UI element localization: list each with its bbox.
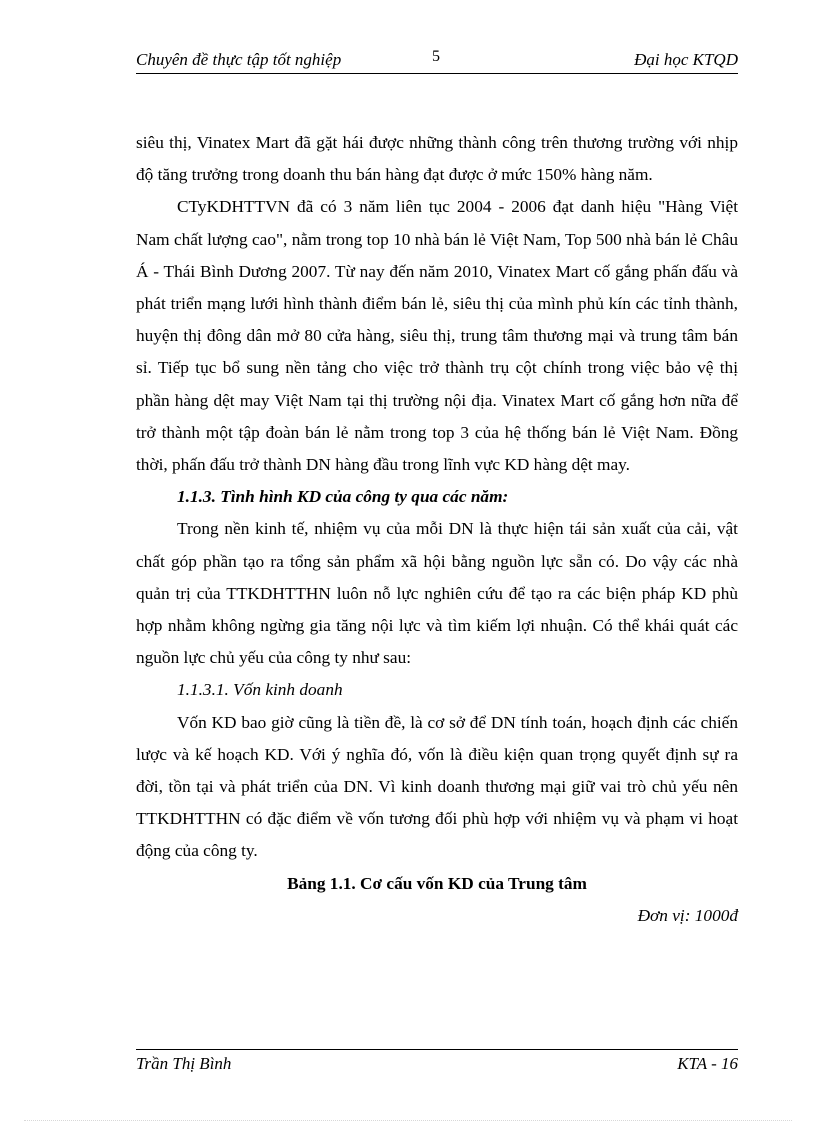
section-heading-1-1-3-1: 1.1.3.1. Vốn kinh doanh [177, 680, 343, 700]
unit-note: Đơn vị: 1000đ [637, 905, 738, 925]
section-heading-1-1-3: 1.1.3. Tình hình KD của công ty qua các năm: [177, 487, 509, 507]
paragraph-capital: Vốn KD bao giờ cũng là tiền đề, là cơ sở để DN tính toán, hoạch định các chiến lược và kế hoạch KD. Với ý nghĩa đó, vốn là điều kiện quan trọng quyết định sự ra đời, tồn tại và phát triển của DN. Vì kinh doanh thương mại giữ vai trò chủ yếu nên TTKDHTTHN có đặc điểm về vốn tương đối phù hợp với nhiệm vụ và phạm vi hoạt động của công ty. [136, 712, 738, 861]
header-university: Đại học KTQD [634, 50, 738, 69]
document-body [136, 127, 738, 932]
page-footer [136, 1054, 738, 1076]
paragraph-resources: Trong nền kinh tế, nhiệm vụ của mỗi DN là thực hiện tái sản xuất của cải, vật chất góp phần tạo ra tổng sản phẩm xã hội bằng nguồn lực sẵn có. Do vậy các nhà quản trị của TTKDHTTHN luôn nỗ lực nghiên cứu để tạo ra các biện pháp KD phù hợp nhằm không ngừng gia tăng nội lực và tìm kiếm lợi nhuận. Có thể khái quát các nguồn lực chủ yếu của công ty như sau: [136, 519, 738, 668]
paragraph-continuation: siêu thị, Vinatex Mart đã gặt hái được những thành công trên thương trường với nhịp độ tăng trưởng trong doanh thu bán hàng đạt được ở mức 150% hàng năm. [136, 133, 738, 185]
footer-rule [136, 1049, 738, 1050]
page-edge-divider [24, 1120, 792, 1121]
paragraph-company-awards: CTyKDHTTVN đã có 3 năm liên tục 2004 - 2006 đạt danh hiệu "Hàng Việt Nam chất lượng cao", nằm trong top 10 nhà bán lẻ Việt Nam, Top 500 nhà bán lẻ Châu Á - Thái Bình Dương 2007. Từ nay đến năm 2010, Vinatex Mart cố gắng phấn đấu và phát triển mạng lưới hình thành điểm bán lẻ, siêu thị của mình phủ kín các tỉnh thành, huyện thị đông dân mở 80 cửa hàng, siêu thị, trung tâm thương mại và trung tâm bán sỉ. Tiếp tục bổ sung nền tảng cho việc trở thành trụ cột chính trong việc bảo vệ thị phần hàng dệt may Việt Nam tại thị trường nội địa. Vinatex Mart cố gắng hơn nữa để trở thành một tập đoàn bán lẻ nằm trong top 3 của hệ thống bán lẻ Việt Nam. Đồng thời, phấn đấu trở thành DN hàng đầu trong lĩnh vực KD hàng dệt may. [136, 197, 738, 475]
page-header [136, 48, 738, 70]
header-thesis-title: Chuyên đề thực tập tốt nghiệp [136, 50, 342, 69]
header-rule [136, 73, 738, 74]
page-number: 5 [432, 48, 440, 65]
table-caption: Bảng 1.1. Cơ cấu vốn KD của Trung tâm [287, 873, 587, 893]
footer-class: KTA - 16 [677, 1054, 738, 1073]
footer-author: Trần Thị Bình [136, 1054, 232, 1073]
